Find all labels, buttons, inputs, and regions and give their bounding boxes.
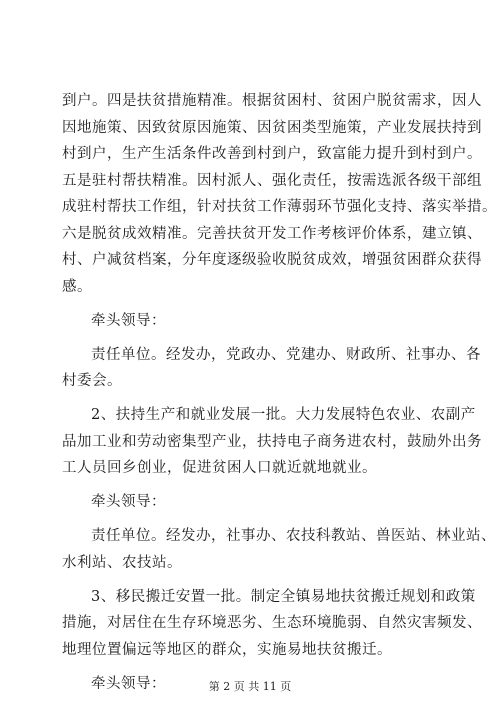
page-number: 第 2 页 共 11 页 xyxy=(208,680,292,693)
paragraph xyxy=(62,584,482,664)
text-line: 责任单位。经发办，党政办、党建办、财政所、社事办、各 xyxy=(91,346,481,363)
lead-label: 牵头领导： xyxy=(91,494,166,510)
text-line: 品加工业和劳动密集型产业，扶持电子商务进农村，鼓励外出务 xyxy=(62,433,482,450)
text-line: 成驻村帮扶工作组，针对扶贫工作薄弱环节强化支持、落实举措。 xyxy=(62,199,497,215)
paragraph xyxy=(62,342,481,395)
document-body xyxy=(62,88,497,697)
paragraph xyxy=(62,308,438,335)
paragraph xyxy=(62,523,496,576)
text-line: 村到户，生产生活条件改善到村到户，致富能力提升到村到户。 xyxy=(62,146,482,162)
text-line: 地理位置偏远等地区的群众，实施易地扶贫搬迁。 xyxy=(62,641,392,658)
text-line: 3、移民搬迁安置一批。制定全镇易地扶贫搬迁规划和政策 xyxy=(91,588,476,605)
paragraph xyxy=(62,489,438,516)
text-line: 因地施策、因致贫原因施策、因贫困类型施策，产业发展扶持到 xyxy=(62,119,482,136)
text-line: 六是脱贫成效精准。完善扶贫开发工作考核评价体系，建立镇、 xyxy=(62,225,482,242)
text-line: 工人员回乡创业，促进贫困人口就近就地就业。 xyxy=(62,460,377,476)
text-line: 措施，对居住在生存环境恶劣、生态环境脆弱、自然灾害频发、 xyxy=(62,615,482,631)
text-line: 村委会。 xyxy=(62,373,122,389)
text-line: 感。 xyxy=(62,278,92,295)
lead-label: 牵头领导： xyxy=(91,675,166,692)
text-line: 水利站、农技站。 xyxy=(62,554,182,571)
text-line: 村、户减贫档案，分年度逐级验收脱贫成效，增强贫困群众获得 xyxy=(62,252,482,268)
text-line: 到户。四是扶贫措施精准。根据贫困村、贫困户脱贫需求，因人 xyxy=(62,93,482,109)
text-line: 五是驻村帮扶精准。因村派人、强化责任，按需选派各级干部组 xyxy=(62,172,482,189)
lead-label: 牵头领导： xyxy=(91,312,166,329)
text-line: 2、扶持生产和就业发展一批。大力发展特色农业、农副产 xyxy=(91,407,476,423)
text-line: 责任单位。经发办，社事办、农技科教站、兽医站、林业站、 xyxy=(91,528,496,544)
page-footer xyxy=(0,678,500,694)
paragraph xyxy=(62,402,482,482)
paragraph xyxy=(62,88,497,300)
